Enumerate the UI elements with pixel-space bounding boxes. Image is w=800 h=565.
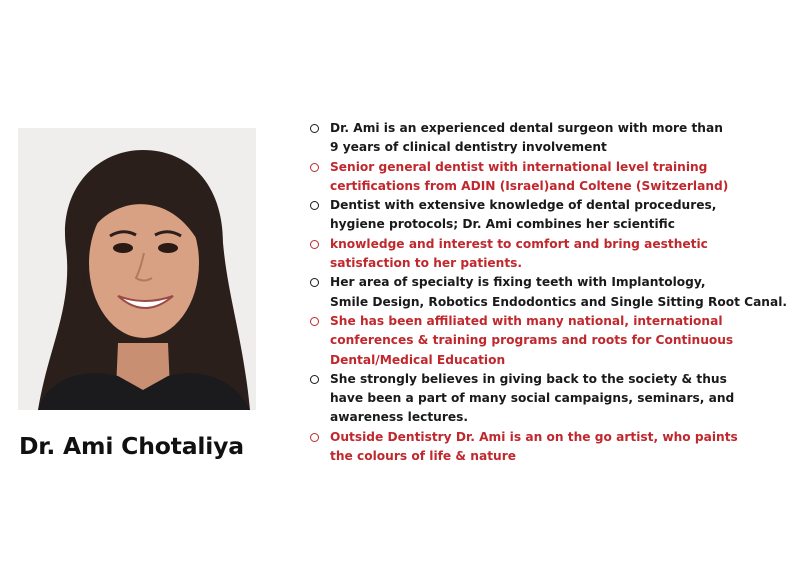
bullet-line: Dr. Ami is an experienced dental surgeon with more than	[330, 121, 723, 135]
bio-bullet-item	[310, 196, 790, 235]
bullet-line: Senior general dentist with international level training	[330, 159, 708, 174]
bullet-line: She has been affiliated with many national, international	[330, 313, 723, 328]
circle-bullet-icon	[310, 317, 319, 326]
circle-bullet-icon	[310, 240, 319, 249]
circle-bullet-icon	[310, 163, 319, 172]
profile-photo	[18, 128, 256, 410]
bullet-line: certifications from ADIN (Israel)and Coltene (Switzerland)	[330, 178, 729, 193]
bio-bullet-item	[310, 370, 790, 428]
circle-bullet-icon	[310, 375, 319, 384]
bullet-line: satisfaction to her patients.	[330, 256, 523, 271]
bio-bullet-item	[310, 119, 790, 158]
bullet-line: awareness lectures.	[330, 410, 469, 425]
bullet-line: Her area of specialty is fixing teeth with Implantology,	[330, 275, 706, 290]
portrait-photo-icon	[18, 128, 256, 410]
bullet-line: have been a part of many social campaigns, seminars, and	[330, 391, 735, 406]
bullet-line: Dentist with extensive knowledge of dental procedures,	[330, 198, 717, 213]
bio-bullet-item	[310, 273, 790, 312]
bullet-line: conferences & training programs and roots for Continuous	[330, 333, 734, 348]
bullet-line: hygiene protocols; Dr. Ami combines her scientific	[330, 217, 675, 232]
bio-bullet-list	[310, 119, 790, 466]
circle-bullet-icon	[310, 278, 319, 287]
bullet-line: 9 years of clinical dentistry involvement	[330, 140, 607, 155]
bullet-line: Outside Dentistry Dr. Ami is an on the go artist, who paints	[330, 429, 738, 444]
doctor-name: Dr. Ami Chotaliya	[19, 432, 244, 460]
bio-bullet-item	[310, 312, 790, 370]
circle-bullet-icon	[310, 433, 319, 442]
bio-bullet-item	[310, 428, 790, 467]
bullet-line: She strongly believes in giving back to the society & thus	[330, 371, 727, 386]
circle-bullet-icon	[310, 124, 319, 133]
bullet-line: the colours of life & nature	[330, 449, 516, 464]
bullet-line: Dental/Medical Education	[330, 352, 506, 367]
bullet-line: knowledge and interest to comfort and bring aesthetic	[330, 236, 708, 251]
bio-bullet-item	[310, 235, 790, 274]
bio-bullet-item	[310, 158, 790, 197]
circle-bullet-icon	[310, 201, 319, 210]
bullet-line: Smile Design, Robotics Endodontics and Single Sitting Root Canal.	[330, 294, 788, 309]
